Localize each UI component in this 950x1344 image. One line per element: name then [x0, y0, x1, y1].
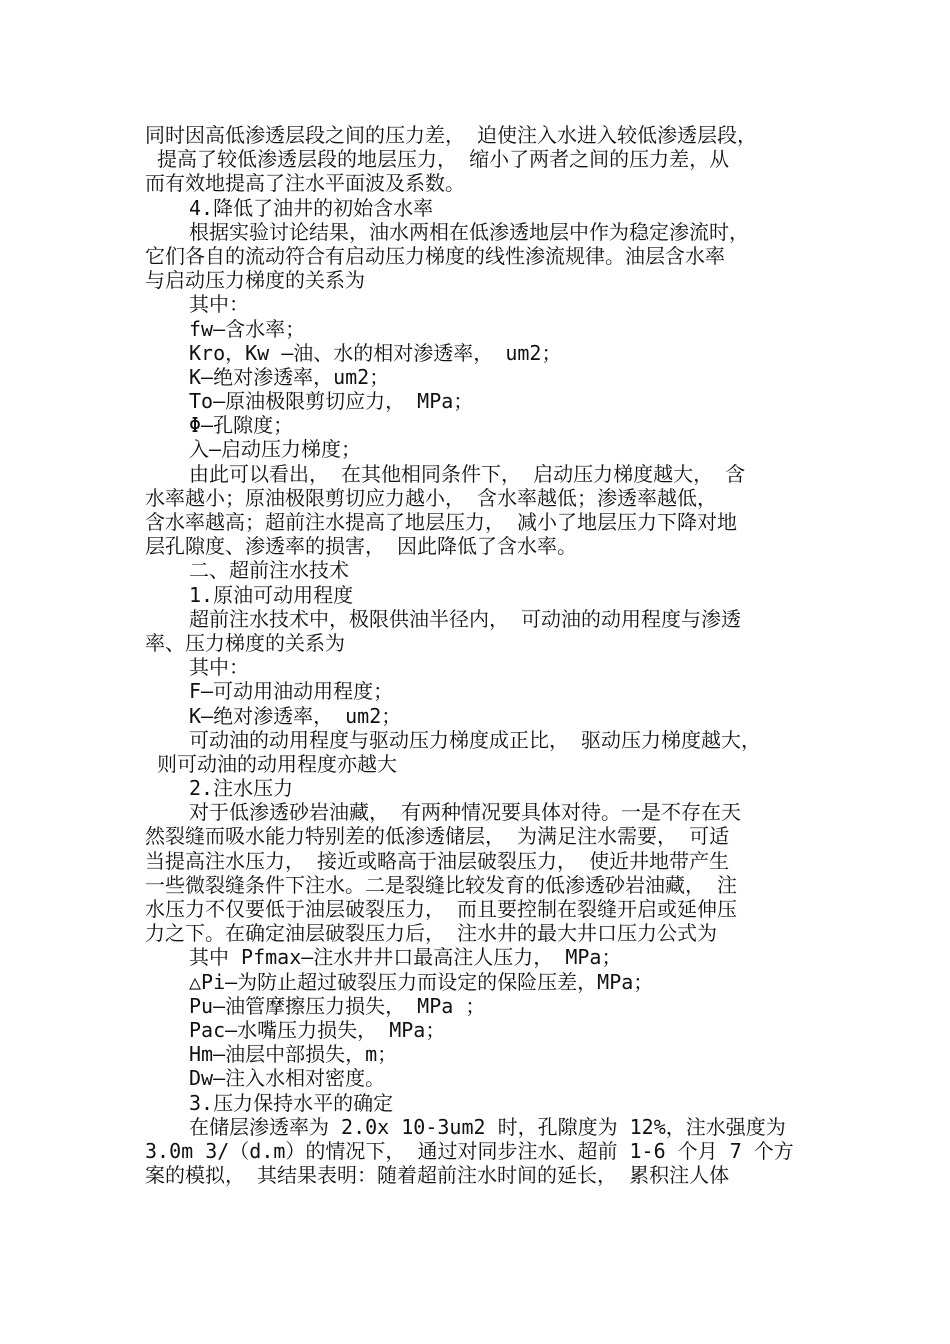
text-line: 其中：: [189, 655, 249, 680]
text-line: 其中 Pfmax—注水井井口最高注人压力， MPa；: [189, 945, 622, 970]
text-line: 4.降低了油井的初始含水率: [189, 195, 434, 220]
text-line: 水压力不仅要低于油层破裂压力， 而且要控制在裂缝开启或延伸压: [145, 897, 738, 921]
text-line: 1.原油可动用程度: [189, 582, 354, 607]
text-line: 案的模拟， 其结果表明：随着超前注水时间的延长， 累积注人体: [145, 1163, 730, 1188]
text-line: 率、压力梯度的关系为: [145, 630, 345, 655]
text-line: 含水率越高；超前注水提高了地层压力， 减小了地层压力下降对地: [145, 510, 738, 534]
text-line: 而有效地提高了注水平面波及系数。: [145, 171, 465, 196]
text-line: 2.注水压力: [189, 776, 294, 801]
text-line: 力之下。在确定油层破裂压力后， 注水井的最大井口压力公式为: [145, 921, 718, 946]
text-line: Hm—油层中部损失，m；: [189, 1042, 398, 1067]
text-line: 由此可以看出， 在其他相同条件下， 启动压力梯度越大， 含: [189, 461, 746, 486]
text-line: 3.压力保持水平的确定: [189, 1090, 394, 1115]
text-line: 对于低渗透砂岩油藏， 有两种情况要具体对待。一是不存在天: [189, 800, 742, 825]
text-line: 与启动压力梯度的关系为: [145, 268, 365, 293]
text-line: fw—含水率；: [189, 316, 306, 341]
text-line: Dw—注入水相对密度。: [189, 1066, 386, 1091]
text-line: △Pi—为防止超过破裂压力而设定的保险压差，MPa；: [189, 969, 654, 994]
text-line: K—绝对渗透率， um2；: [189, 703, 402, 728]
text-line: 二、超前注水技术: [189, 558, 349, 583]
text-line: 当提高注水压力， 接近或略高于油层破裂压力， 使近井地带产生: [145, 848, 730, 873]
text-line: Pu—油管摩擦压力损失， MPa ；: [189, 993, 486, 1018]
text-line: Kro，Kw —油、水的相对渗透率， um2；: [189, 340, 562, 365]
text-line: 超前注水技术中，极限供油半径内， 可动油的动用程度与渗透: [189, 606, 742, 631]
text-line: 根据实验讨论结果，油水两相在低渗透地层中作为稳定渗流时，: [189, 219, 749, 244]
text-line: 提高了较低渗透层段的地层压力， 缩小了两者之间的压力差，从: [145, 147, 730, 172]
text-line: 水率越小；原油极限剪切应力越小， 含水率越低；渗透率越低，: [145, 485, 718, 510]
text-line: 3.0m 3/（d.m）的情况下， 通过对同步注水、超前 1-6 个月 7 个方: [145, 1138, 794, 1163]
text-line: To—原油极限剪切应力， MPa；: [189, 389, 474, 414]
text-line: 其中：: [189, 292, 249, 317]
text-line: Φ—孔隙度；: [189, 413, 294, 438]
text-line: 入—启动压力梯度；: [189, 437, 362, 462]
text-line: 则可动油的动用程度亦越大: [145, 751, 398, 776]
text-line: 同时因高低渗透层段之间的压力差， 迫使注入水进入较低渗透层段，: [145, 123, 758, 147]
text-line: 一些微裂缝条件下注水。二是裂缝比较发育的低渗透砂岩油藏， 注: [145, 872, 738, 897]
text-line: K—绝对渗透率，um2；: [189, 364, 390, 389]
document-body: [145, 123, 813, 1187]
text-line: 层孔隙度、渗透率的损害， 因此降低了含水率。: [145, 534, 578, 559]
text-line: 可动油的动用程度与驱动压力梯度成正比， 驱动压力梯度越大，: [189, 727, 762, 752]
text-line: Pac—水嘴压力损失， MPa；: [189, 1017, 446, 1042]
text-line: 它们各自的流动符合有启动压力梯度的线性渗流规律。油层含水率: [145, 243, 725, 268]
text-line: 然裂缝而吸水能力特别差的低渗透储层， 为满足注水需要， 可适: [145, 824, 730, 849]
text-line: F—可动用油动用程度；: [189, 679, 394, 704]
text-line: 在储层渗透率为 2.0x 10-3um2 时，孔隙度为 12%，注水强度为: [189, 1114, 786, 1139]
